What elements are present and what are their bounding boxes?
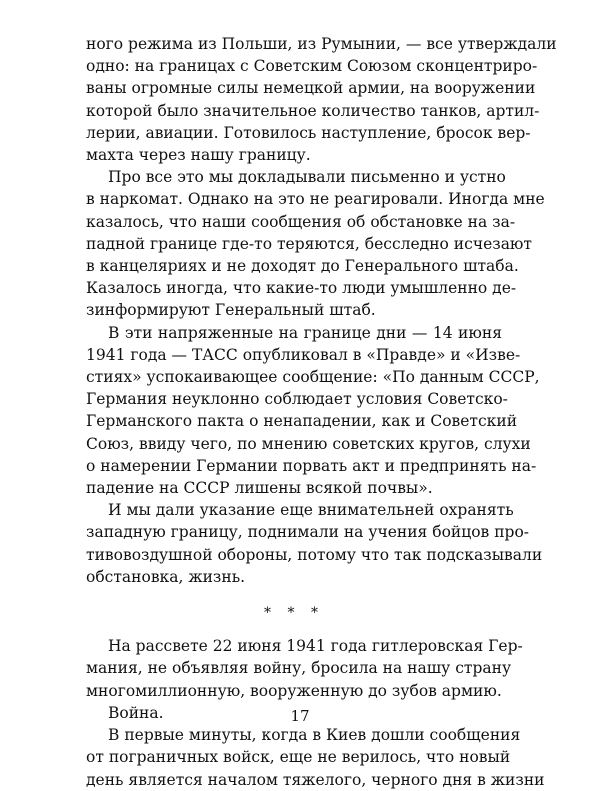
text-line: 1941 года — ТАСС опубликовал в «Правде» и «Изве- [86, 345, 521, 364]
text-line: махта через нашу границу. [86, 146, 311, 165]
text-line: лерии, авиации. Готовилось наступление, бросок вер- [86, 123, 531, 142]
paragraph [86, 33, 557, 166]
text-line: стиях» успокаивающее сообщение: «По данным СССР, [86, 368, 540, 387]
text-line: от пограничных войск, еще не верилось, что новый [86, 748, 511, 767]
text-line: зинформируют Генеральный штаб. [86, 301, 376, 320]
text-line: Казалось иногда, что какие-то люди умышленно де- [86, 279, 517, 298]
paragraph [86, 166, 545, 321]
text-line: ного режима из Польши, из Румынии, — все утверждали [86, 35, 557, 53]
text-line: Германия неуклонно соблюдает условия Советско- [86, 390, 508, 409]
page-text [86, 33, 557, 791]
paragraph [86, 322, 540, 500]
text-line: в канцеляриях и не доходят до Генерального штаба. [86, 257, 519, 276]
text-line: мания, не объявляя войну, бросила на нашу страну [86, 659, 512, 678]
text-line: падение на СССР лишены всякой почвы». [86, 479, 433, 498]
section-separator: * * * [264, 605, 324, 622]
text-line: ваны огромные силы немецкой армии, на вооружении [86, 79, 536, 98]
text-line: И мы дали указание еще внимательней охранять [108, 501, 514, 520]
paragraph [86, 499, 543, 588]
text-line: многомиллионную, вооруженную до зубов армию. [86, 681, 502, 700]
text-line: западную границу, поднимали на учения бойцов про- [86, 523, 530, 542]
text-line: казалось, что наши сообщения об обстановке на за- [86, 212, 516, 231]
text-line: в наркомат. Однако на это не реагировали. Иногда мне [86, 190, 545, 209]
text-line: которой было значительное количество танков, артил- [86, 101, 540, 120]
text-line: о намерении Германии порвать акт и предпринять на- [86, 456, 537, 475]
page-number: 17 [290, 707, 310, 725]
paragraph [86, 635, 523, 702]
text-line: Союз, ввиду чего, по мнению советских кругов, слухи [86, 434, 531, 453]
text-line: обстановка, жизнь. [86, 567, 246, 586]
text-line: На рассвете 22 июня 1941 года гитлеровская Гер- [108, 637, 523, 656]
text-line: Германского пакта о ненападении, как и Советский [86, 412, 518, 431]
text-line: В эти напряженные на границе дни — 14 июня [108, 323, 502, 342]
text-line: тивовоздушной обороны, потому что так подсказывали [86, 545, 543, 564]
text-line: Война. [108, 703, 164, 722]
text-line: В первые минуты, когда в Киев дошли сообщения [108, 726, 521, 745]
text-line: одно: на границах с Советским Союзом сконцентриро- [86, 57, 538, 76]
text-line: падной границе где-то теряются, бесследно исчезают [86, 234, 533, 253]
text-line: день является началом тяжелого, черного дня в жизни [86, 770, 545, 789]
paragraph [86, 724, 545, 791]
text-line: Про все это мы докладывали письменно и устно [108, 168, 506, 187]
